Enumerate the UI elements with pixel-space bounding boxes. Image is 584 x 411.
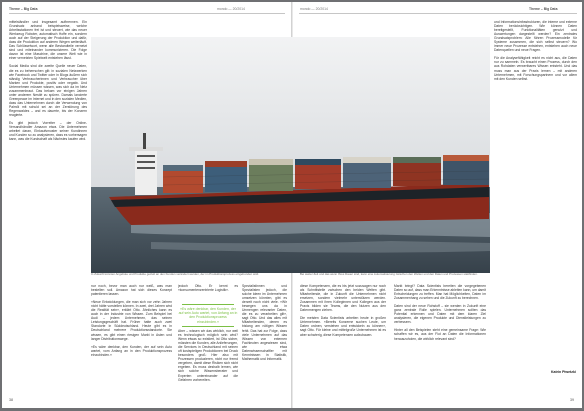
paragraph: mittelständler und insgesamt aufbrennen. Ein Grundsatz anhand beispielsweise, welche Arbeitsstationen frei ist und steuert, wie das neuer Werkzeug Roboter, automatisch Hoffe ein, sondern auch auf der Steigerung der Produktion und dafür, dass die Produktion auf anderen Wegen weiterläuft. Das Schlüsselwort, wenn alle Bestandteile vernetzt sind und miteinander kommunizieren. Die Folge davon ist eine Maschine, die unsere Welt wie in einer vernetzten Spielwelt entstehen lässt. xyxy=(9,20,87,61)
pull-quote-rule-top xyxy=(182,304,234,305)
paragraph: Die meisten Data Scientists arbeiten heute in großen Unternehmen. «Bereits Konzerne suchen Leute, um Daten ordnen, verstehen und entwickeln zu können», sagt Otto. Für kleine und mittelgroße Unternehmen ist es aber schwierig, diese Kompetenzen aufzubauen. xyxy=(300,316,386,337)
paragraph: Hinter all den Beispielen steht eine gemeinsame Frage: Wie schaffen wir es, aus der Flut an Daten die Informationen herauszuholen, die wirklich relevant sind? xyxy=(394,328,486,341)
photo-caption-right: Bei weiter Zeit und das wenn Ihres Dauer sind, kann eine Automatisierung zwischen den Welten und den Daten und Prozessen stattfinden. xyxy=(300,272,478,276)
paragraph: und Informationsinfrastrukturen, die interne und externe Daten berücksichtigen. Wie können Daten bereitgestellt, Funktionalitäten genutzt und Auswertungen dargestellt werden? Ein zentrales Grundsatzproblem: Alle führen Prozessmodelle für Systeme zusammen, die sich selbst steuern? Wo immer neue Prozesse entstehen, entstehen auch neue Datenquellen und neue Fragen. xyxy=(494,20,577,53)
text-column-7 xyxy=(494,20,577,366)
paragraph: nur noch, bevor man auch nur weiß, was man bestellen soll. Amazon hat sich dieses Konzept patentieren lassen. xyxy=(91,284,172,297)
pull-quote-rule-bottom xyxy=(182,326,234,327)
text-column-2 xyxy=(91,284,172,392)
container-ship-photo xyxy=(91,37,490,273)
header-left-issue: mondo — 20/2014 xyxy=(217,7,245,11)
photo-caption-left: In Zukunft könnten Angebote und Produkte gezielt an den Kunden verändert werden, der im Produktionsprozess eingebunden wird. xyxy=(91,272,260,276)
text-column-1 xyxy=(9,20,87,390)
text-column-5 xyxy=(300,284,386,392)
header-rule-left xyxy=(9,13,285,14)
paragraph: jedoch Otto. Er kennt es «konsumentenzentrierte Logistik». xyxy=(178,284,238,293)
page-number-left: 38 xyxy=(9,398,13,402)
text-column-3-top xyxy=(178,284,238,300)
author-name: Katrin Piwetzki xyxy=(551,370,576,374)
header-rule-right xyxy=(299,13,577,14)
text-column-4 xyxy=(242,284,287,392)
header-left-section: Theme – Big Data xyxy=(9,7,38,11)
paragraph: Für die Analysefähigkeit reicht es nicht aus, die Daten nur zu sammeln. Es braucht einen Prozess, durch den aus Rohdaten verwertbares Wissen entsteht. Und das muss man aus der Praxis lernen – mit anderen Unternehmen, mit Forschungspartnern und vor allem mit den Kunden selbst. xyxy=(494,56,577,81)
pull-quote-text: «Es wäre denkbar, den Kunden, der auf sein Auto wartet, von Anfang an in den Produktionsprozess einzubinden.» xyxy=(178,307,238,324)
header-right-issue: mondo — 20/2014 xyxy=(300,7,328,11)
paragraph: «Neue Entwicklungen, die man sich vor zehn Jahren nicht hätte vorstellen können. In zwei, drei Jahren wird die Realität sein», erklärt Otto. Ähnliches kann es auch in der Industrie von Wissen. Zum Beispiel bei Audi – jedem Unternehmen, das seinen Leistungsgeschäft hat. Früher hatte auch zwei Standorte in Süddeutschland. Heute gibt es in Deutschland mehrere Produktionsstandorte. Sie wissen, es gibt einen riesigen Markt in Asien und langer Distributionswege. xyxy=(91,300,172,341)
text-column-6 xyxy=(394,284,486,392)
paragraph: Daten sind der neue Rohstoff – sie werden in Zukunft eine ganz zentrale Rolle spielen. Unternehmen sollten das Potential erkennen und Daten mit dem klaren Ziel analysieren, die eigenen Produkte und Dienstleistungen zu verbessern. xyxy=(394,304,486,325)
paragraph: Es gibt jedoch Vorreiter – der Online-Versandhändler Amazon etwa. Die Unternehmen arbeitet daran, Einkaufsmuster seiner Kundinnen und Kunden so zu analysieren, dass es vorhersagen kann, was die Kundschaft als Nächstes kaufen wird. xyxy=(9,121,87,142)
paragraph: Social Media sind die zweite Quelle neuer Daten, die es zu beherrschen gilt: in sozialen Netzwerken wie Facebook und Twitter oder in Blogs äußern sich ständig Verbraucherinnen und Verbraucher über Marken und Produkte, positiv oder negativ. Und Unternehmen müssen wissen, was sich da im Netz zusammenbraut. Das bekam vor einigen Jahren unter anderem Nestlé zu spüren. Damals lancierte Greenpeace im Internet und in den sozialen Medien, dass das Unternehmen durch die Verwendung von Palmöl mit schuld sei an der Zerstörung des Regenwaldes – und es dauerte, bis der Konzern reagierte. xyxy=(9,64,87,118)
text-column-3 xyxy=(178,329,238,391)
paragraph: «Es wäre denkbar, den Kunden, der auf sein Auto wartet, vom Anfang an in den Produktionsprozess einzubinden.» xyxy=(91,344,172,357)
paragraph: Markt bringt? Data Scientists bereiten die vorgegebenen Daten so auf, dass man Erkenntnisse ableiten kann, um damit Entscheidungen zu treffen. Man hat Möglichkeiten, Daten im Zusammenhang zu sehen und die Zukunft zu berechnen. xyxy=(394,284,486,301)
header-right-section: Theme – Big Data xyxy=(529,7,558,11)
page-number-right: 39 xyxy=(570,398,574,402)
paragraph: Spezialistinnen und Spezialisten jedoch, die solche Ideen im Unternehmen umsetzen könnten, gibt es derzeit noch nicht viele. «Wir bewegen uns da in Unmengen relevanter Daten, die es zu verarbeiten gilt», sagt Otto. Und das alles mit Mitarbeitenden, denen es bislang am nötigen Wissen fehlt. Das hat zur Folge, dass viele Unternehmen auf das Wissen von externen Fachleuten angewiesen sind, wie etwa Datenwissenschaftler mit Kenntnissen in Statistik, Mathematik und Informatik. xyxy=(242,284,287,361)
paragraph: diese Kompetenzen, die es bis jetzt sozusagen nur noch als Schnittstelle zwischen den beiden Welten gibt. Mitarbeitende, die in Zukunft die Unternehmen nicht ersetzen, sondern vielmehr unterstützen werden. Zusammen mit ihren Kolleginnen und Kollegen aus der Praxis bilden sie Teams, die den Nutzen aus den Datenmengen ziehen. xyxy=(300,284,386,313)
magazine-spread xyxy=(2,2,582,408)
pull-quote xyxy=(178,302,238,329)
paragraph: Aber – wissen wir das wirklich, nur weil es technologisch möglich sein wird? Wenn etwas so existiert, ist Otto sicher, müssten die Kunden, alle Anlieferungen, die Services in Deutschland mit seinen oft kostspieligen Produktionen bei Druck besonders groß: Hier also mit Prozessen produzieren, nicht nur fremd vergeben, damit diese Risiken sich nicht ergeben. Es muss deshalb lernen, wie sich solche Wissensberater und Experten untereinander auf die Gefahren vorbereiten. xyxy=(178,329,238,382)
